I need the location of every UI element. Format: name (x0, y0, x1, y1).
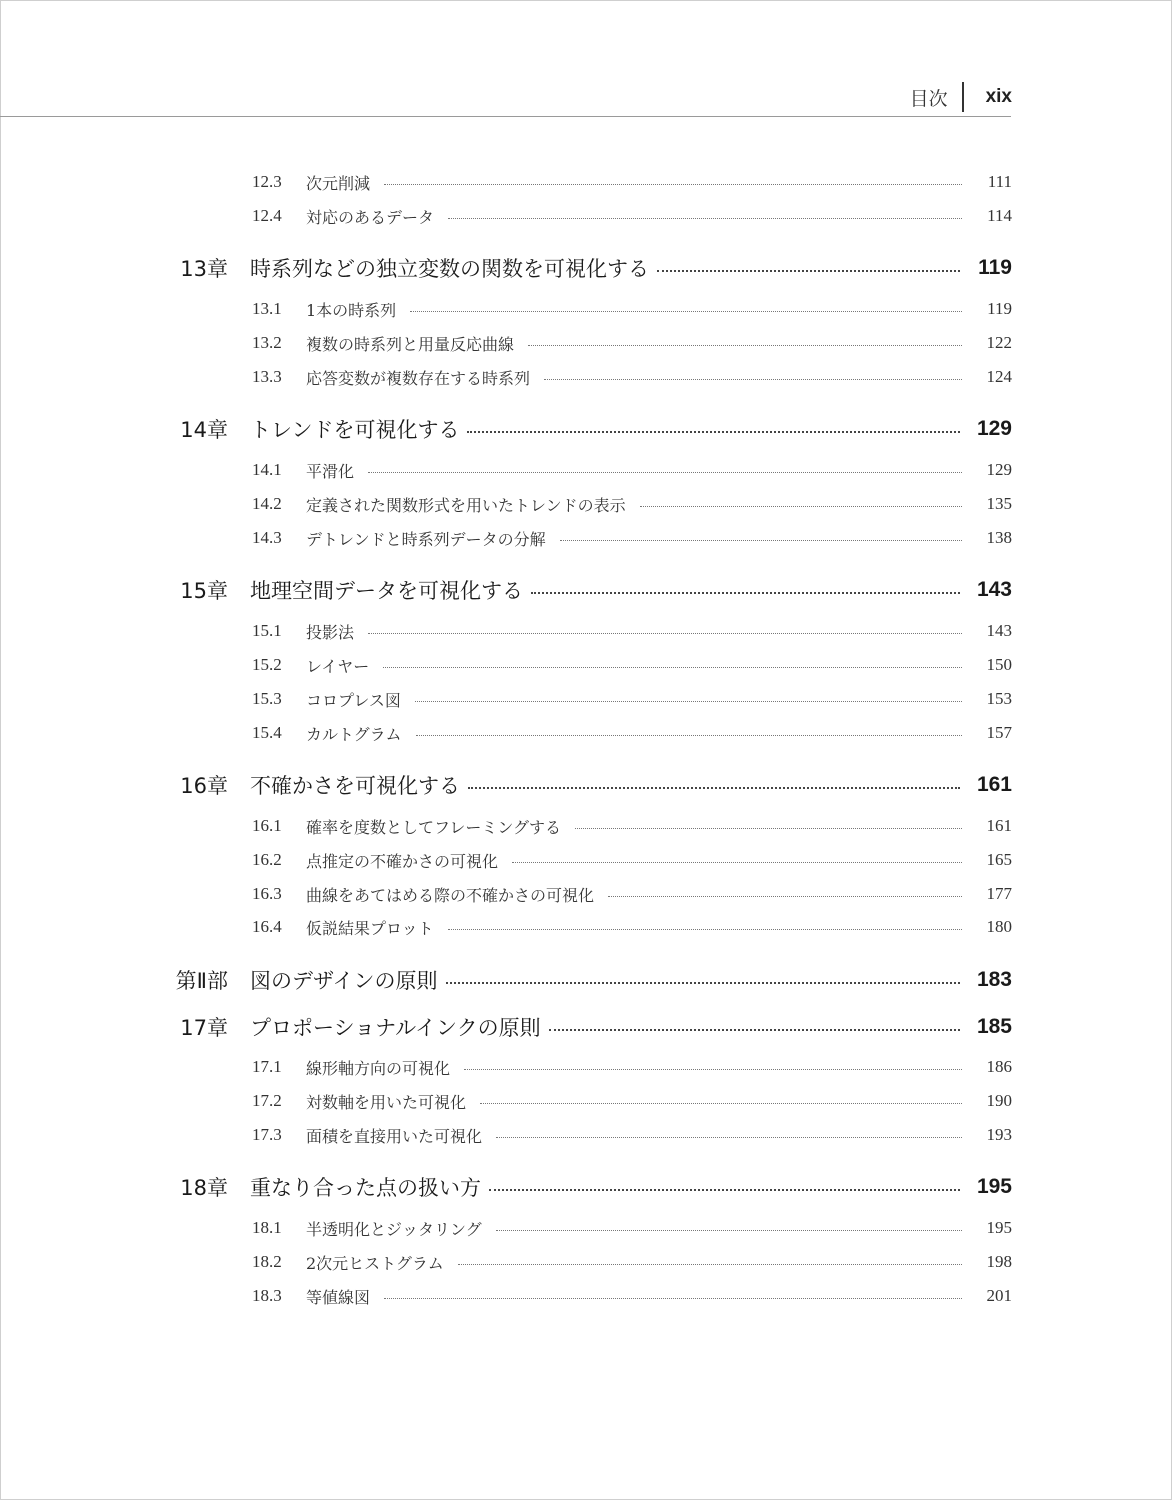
dot-leader (480, 1103, 962, 1104)
section-title: コロプレス図 (306, 690, 401, 710)
toc-section-entry[interactable] (252, 203, 1012, 229)
dot-leader (544, 379, 962, 380)
part-page: 183 (976, 968, 1012, 991)
section-number: 17.2 (252, 1091, 282, 1110)
section-number: 14.2 (252, 494, 282, 513)
section-page: 124 (986, 367, 1012, 386)
section-page: 138 (986, 528, 1012, 547)
toc-part-entry[interactable] (150, 963, 1012, 997)
chapter-number: 13章 (180, 257, 228, 281)
toc-section-entry[interactable] (252, 1122, 1012, 1148)
section-page: 122 (986, 333, 1012, 352)
running-title: 目次 (909, 87, 948, 110)
dot-leader (560, 540, 962, 541)
header-rule (0, 116, 1011, 117)
section-page: 190 (986, 1091, 1012, 1110)
chapter-page: 161 (976, 773, 1012, 796)
toc-chapter-entry[interactable] (150, 251, 1012, 285)
toc-section-entry[interactable] (252, 813, 1012, 839)
section-page: 198 (986, 1252, 1012, 1271)
section-page: 114 (987, 206, 1012, 225)
toc-chapter-entry[interactable] (150, 1010, 1012, 1044)
toc-section-entry[interactable] (252, 169, 1012, 195)
dot-leader (528, 345, 962, 346)
dot-leader (448, 218, 962, 219)
chapter-title: トレンドを可視化する (250, 418, 460, 442)
section-number: 16.2 (252, 850, 282, 869)
dot-leader (415, 701, 962, 702)
chapter-number: 15章 (180, 579, 228, 603)
section-page: 180 (986, 917, 1012, 936)
page-folio: xix (985, 86, 1012, 107)
section-page: 135 (986, 494, 1012, 513)
section-number: 18.1 (252, 1218, 282, 1237)
dot-leader (416, 735, 962, 736)
section-number: 15.3 (252, 689, 282, 708)
section-number: 18.3 (252, 1286, 282, 1305)
section-number: 12.4 (252, 206, 282, 225)
section-page: 111 (987, 172, 1012, 191)
section-number: 12.3 (252, 172, 282, 191)
section-page: 153 (986, 689, 1012, 708)
dot-leader (549, 1029, 960, 1031)
dot-leader (383, 667, 962, 668)
chapter-number: 16章 (180, 774, 228, 798)
toc-section-entry[interactable] (252, 330, 1012, 356)
section-title: 線形軸方向の可視化 (306, 1058, 451, 1078)
section-title: 定義された関数形式を用いたトレンドの表示 (306, 495, 626, 515)
chapter-number: 14章 (180, 418, 228, 442)
dot-leader (512, 862, 962, 863)
toc-section-entry[interactable] (252, 881, 1012, 907)
chapter-title: プロポーショナルインクの原則 (250, 1016, 541, 1040)
dot-leader (446, 982, 960, 984)
dot-leader (608, 896, 962, 897)
toc-section-entry[interactable] (252, 1215, 1012, 1241)
dot-leader (368, 633, 962, 634)
section-number: 16.1 (252, 816, 282, 835)
section-number: 18.2 (252, 1252, 282, 1271)
section-title: 面積を直接用いた可視化 (306, 1126, 483, 1146)
section-page: 165 (986, 850, 1012, 869)
toc-section-entry[interactable] (252, 618, 1012, 644)
dot-leader (384, 1298, 962, 1299)
section-title: 次元削減 (306, 173, 371, 193)
section-page: 193 (986, 1125, 1012, 1144)
section-title: 複数の時系列と用量反応曲線 (306, 334, 515, 354)
toc-section-entry[interactable] (252, 686, 1012, 712)
dot-leader (496, 1230, 962, 1231)
section-number: 17.3 (252, 1125, 282, 1144)
toc-chapter-entry[interactable] (150, 768, 1012, 802)
section-number: 13.2 (252, 333, 282, 352)
section-title: 対数軸を用いた可視化 (306, 1092, 467, 1112)
toc-section-entry[interactable] (252, 914, 1012, 940)
chapter-page: 129 (976, 417, 1012, 440)
dot-leader (467, 431, 960, 433)
section-page: 186 (986, 1057, 1012, 1076)
chapter-number: 17章 (180, 1016, 228, 1040)
toc-section-entry[interactable] (252, 457, 1012, 483)
section-page: 177 (986, 884, 1012, 903)
dot-leader (575, 828, 962, 829)
section-number: 16.4 (252, 917, 282, 936)
section-title: 対応のあるデータ (306, 207, 435, 227)
section-number: 13.1 (252, 299, 282, 318)
section-title: 応答変数が複数存在する時系列 (306, 368, 531, 388)
chapter-page: 119 (978, 256, 1012, 279)
section-number: 14.3 (252, 528, 282, 547)
toc-section-entry[interactable] (252, 847, 1012, 873)
section-title: 確率を度数としてフレーミングする (306, 817, 562, 837)
section-page: 201 (986, 1286, 1012, 1305)
chapter-title: 地理空間データを可視化する (250, 579, 523, 603)
section-number: 15.1 (252, 621, 282, 640)
dot-leader (496, 1137, 962, 1138)
section-title: カルトグラム (306, 724, 402, 744)
section-number: 13.3 (252, 367, 282, 386)
section-page: 143 (986, 621, 1012, 640)
toc-section-entry[interactable] (252, 491, 1012, 517)
section-title: 仮説結果プロット (306, 918, 434, 938)
dot-leader (410, 311, 962, 312)
section-title: レイヤー (306, 656, 370, 676)
toc-section-entry[interactable] (252, 1249, 1012, 1275)
chapter-page: 185 (976, 1015, 1012, 1038)
dot-leader (458, 1264, 962, 1265)
toc-chapter-entry[interactable] (150, 1170, 1012, 1204)
dot-leader (468, 787, 960, 789)
section-page: 129 (986, 460, 1012, 479)
dot-leader (384, 184, 962, 185)
section-page: 150 (986, 655, 1012, 674)
toc-chapter-entry[interactable] (150, 573, 1012, 607)
section-title: 半透明化とジッタリング (306, 1219, 482, 1239)
part-number: 第Ⅱ部 (175, 969, 228, 993)
section-page: 119 (987, 299, 1012, 318)
dot-leader (489, 1189, 960, 1191)
section-title: 平滑化 (306, 461, 355, 481)
section-title: デトレンドと時系列データの分解 (306, 529, 546, 549)
toc-section-entry[interactable] (252, 296, 1012, 322)
toc-section-entry[interactable] (252, 1283, 1012, 1309)
toc-section-entry[interactable] (252, 652, 1012, 678)
dot-leader (464, 1069, 962, 1070)
section-number: 17.1 (252, 1057, 282, 1076)
chapter-title: 不確かさを可視化する (250, 774, 460, 798)
chapter-page: 195 (976, 1175, 1012, 1198)
section-title: 曲線をあてはめる際の不確かさの可視化 (306, 885, 595, 905)
section-number: 16.3 (252, 884, 282, 903)
section-title: 点推定の不確かさの可視化 (306, 851, 499, 871)
dot-leader (657, 270, 960, 272)
section-title: 投影法 (306, 622, 355, 642)
section-page: 157 (986, 723, 1012, 742)
section-title: 1本の時系列 (306, 300, 397, 320)
dot-leader (448, 929, 962, 930)
dot-leader (531, 592, 960, 594)
running-separator (962, 82, 964, 112)
toc-section-entry[interactable] (252, 525, 1012, 551)
section-number: 14.1 (252, 460, 282, 479)
toc-chapter-entry[interactable] (150, 412, 1012, 446)
dot-leader (368, 472, 962, 473)
toc-section-entry[interactable] (252, 1054, 1012, 1080)
section-title: 等値線図 (306, 1287, 371, 1307)
dot-leader (640, 506, 962, 507)
chapter-title: 重なり合った点の扱い方 (250, 1176, 481, 1200)
section-number: 15.4 (252, 723, 282, 742)
toc-section-entry[interactable] (252, 1088, 1012, 1114)
chapter-title: 時系列などの独立変数の関数を可視化する (250, 257, 649, 281)
section-title: 2次元ヒストグラム (306, 1253, 444, 1273)
part-title: 図のデザインの原則 (250, 969, 438, 993)
chapter-page: 143 (976, 578, 1012, 601)
section-number: 15.2 (252, 655, 282, 674)
section-page: 161 (986, 816, 1012, 835)
chapter-number: 18章 (180, 1176, 228, 1200)
toc-section-entry[interactable] (252, 720, 1012, 746)
running-head (910, 83, 1012, 111)
toc-section-entry[interactable] (252, 364, 1012, 390)
section-page: 195 (986, 1218, 1012, 1237)
